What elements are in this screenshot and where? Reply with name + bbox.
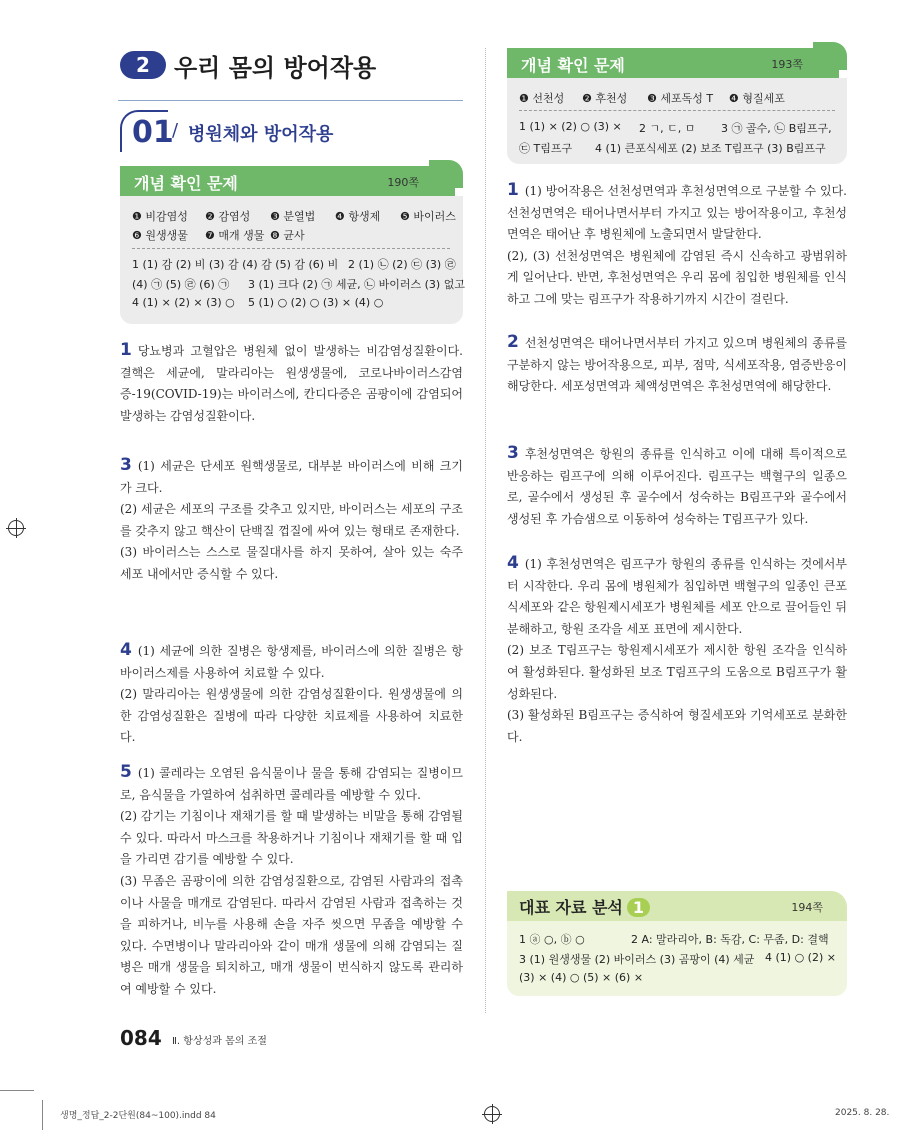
left-box-page: 190쪽 [387, 176, 419, 189]
keyword: ❸ 분열법 [270, 210, 316, 223]
right-box-header [507, 48, 839, 78]
answer-line: 2 A: 말라리아, B: 독감, C: 무좀, D: 결핵 [631, 933, 829, 946]
section-number: 2 [120, 51, 166, 79]
rep-box-title [519, 895, 650, 918]
crop-mark [42, 1100, 43, 1130]
explanation-text: (1) 방어작용은 선천성면역과 후천성면역으로 구분할 수 있다. 선천성면역은 태어나면서부터 가지고 있는 방어작용이고, 후천성면역은 태어난 후 병원체에 노출되면서 발달한다. [507, 184, 847, 242]
explanation-text: (3) 바이러스는 스스로 물질대사를 하지 못하여, 살아 있는 숙주 세포 내에서만 증식할 수 있다. [120, 545, 463, 581]
explanation-r1 [507, 180, 847, 311]
rep-box-header [507, 891, 847, 921]
question-number: 1 [507, 180, 519, 200]
explanation-r4 [507, 553, 847, 748]
answer-line: (3) × (4) ○ (5) × (6) × [519, 971, 644, 984]
crop-mark [0, 1090, 34, 1091]
explanation-text: (3) 무좀은 곰팡이에 의한 감염성질환으로, 감염된 사람과의 접촉이나 사물을 매개로 감염된다. 따라서 감염된 사람과 접촉하는 것을 피하거나, 비누를 사용해 손을 자주 씻으면 무좀을 예방할 수 있다. 수면병이나 말라리아와 같이 매개 생물에 의해 감염되는 질병은 매개 생물을 퇴치하고, 매개 생물이 번식하지 않도록 관리하여 예방할 수 있다. [120, 873, 463, 996]
question-number: 4 [120, 640, 132, 660]
section-title: 우리 몸의 방어작용 [174, 54, 377, 82]
keyword: ❺ 바이러스 [400, 210, 456, 223]
section-heading [120, 48, 465, 88]
explanation-text: (1) 세균에 의한 질병은 항생제를, 바이러스에 의한 질병은 항바이러스제를 사용하여 치료할 수 있다. [120, 644, 463, 680]
explanation-text: (2) 감기는 기침이나 재채기를 할 때 발생하는 비말을 통해 감염될 수 있다. 따라서 마스크를 착용하거나 기침이나 재채기를 할 때 입을 가리면 감기를 예방할 수 있다. [120, 809, 463, 867]
keyword: ❹ 형질세포 [729, 92, 785, 105]
rep-box [507, 921, 847, 996]
explanation-r2 [507, 332, 847, 398]
explanation-4 [120, 640, 463, 749]
explanation-text: (2), (3) 선천성면역은 병원체에 감염된 즉시 신속하고 광범위하게 일어난다. 반면, 후천성면역은 우리 몸에 침입한 병원체를 인식하고 그에 맞는 림프구가 작용하기까지 시간이 걸린다. [507, 248, 847, 306]
answer-line: 1 ⓐ ○, ⓑ ○ [519, 933, 585, 946]
header-tab-shape [813, 42, 847, 70]
header-tab-shape [429, 160, 463, 188]
dashed-divider [519, 110, 835, 111]
registration-mark-bottom [484, 1106, 500, 1122]
explanation-text: (2) 세균은 세포의 구조를 갖추고 있지만, 바이러스는 세포의 구조를 갖추지 않고 핵산이 단백질 껍질에 싸여 있는 형태로 존재한다. [120, 502, 463, 538]
keyword: ❸ 세포독성 T [647, 92, 714, 105]
answer-line: 3 (1) 원생생물 (2) 바이러스 (3) 곰팡이 (4) 세균 [519, 953, 755, 966]
subsection-slash: / [172, 120, 179, 141]
explanation-3 [120, 455, 463, 586]
question-number: 4 [507, 553, 519, 573]
keyword: ❷ 후천성 [582, 92, 628, 105]
answer-line: 3 (1) 크다 (2) ㉠ 세균, ㉡ 바이러스 (3) 없고 [248, 278, 465, 291]
explanation-text: (1) 세균은 단세포 원핵생물로, 대부분 바이러스에 비해 크기가 크다. [120, 459, 463, 495]
answer-line: 2 (1) ㉡ (2) ㉢ (3) ㉣ [348, 258, 456, 271]
question-number: 3 [507, 443, 519, 463]
subsection-number: 01 [120, 110, 168, 152]
question-number: 2 [507, 332, 519, 352]
question-number: 3 [120, 455, 132, 475]
subsection-heading [120, 110, 465, 158]
explanation-text: (1) 콜레라는 오염된 음식물이나 물을 통해 감염되는 질병이므로, 음식물을 가열하여 섭취하면 콜레라를 예방할 수 있다. [120, 766, 463, 802]
answer-line: 4 (1) 큰포식세포 (2) 보조 T림프구 (3) B림프구 [595, 142, 826, 155]
keyword: ❽ 균사 [270, 229, 305, 242]
answer-line: 1 (1) × (2) ○ (3) × [519, 120, 622, 133]
keyword: ❷ 감염성 [205, 210, 251, 223]
explanation-text: (1) 후천성면역은 림프구가 항원의 종류를 인식하는 것에서부터 시작한다. 우리 몸에 병원체가 침입하면 백혈구의 일종인 큰포식세포와 같은 항원제시세포가 병원체를 세포 안으로 끌어들인 뒤 분해하고, 항원 조각을 세포 표면에 제시한다. [507, 557, 847, 636]
keyword: ❶ 비감염성 [132, 210, 188, 223]
print-date: 2025. 8. 28. [835, 1108, 890, 1118]
right-box-page: 193쪽 [771, 58, 803, 71]
explanation-text: 당뇨병과 고혈압은 병원체 없이 발생하는 비감염성질환이다. 결핵은 세균에, 말라리아는 원생생물에, 코로나바이러스감염증-19(COVID-19)는 바이러스에, 칸디다증은 곰팡이에 감염되어 발생하는 감염성질환이다. [120, 344, 463, 423]
keyword: ❹ 항생제 [335, 210, 381, 223]
explanation-text: 후천성면역은 항원의 종류를 인식하고 이에 대해 특이적으로 반응하는 림프구에 의해 이루어진다. 림프구는 백혈구의 일종으로, 골수에서 생성된 후 골수에서 성숙하는 B림프구와 골수에서 생성된 후 가슴샘으로 이동하여 성숙하는 T림프구가 있다. [507, 447, 847, 526]
explanation-text: (3) 활성화된 B림프구는 증식하여 형질세포와 기억세포로 분화한다. [507, 708, 847, 744]
answer-line: 4 (1) ○ (2) × [765, 951, 836, 964]
keyword: ❼ 매개 생물 [205, 229, 265, 242]
answer-line: (4) ㉠ (5) ㉣ (6) ㉠ [132, 278, 230, 291]
explanation-text: (2) 말라리아는 원생생물에 의한 감염성질환이다. 원생생물에 의한 감염성질환은 질병에 따라 다양한 치료제를 사용하여 치료한다. [120, 687, 463, 745]
column-divider [485, 48, 486, 1013]
print-file-info: 생명_정답_2-2단원(84~100).indd 84 [60, 1111, 216, 1121]
question-number: 1 [120, 340, 132, 360]
answer-line: 3 ㉠ 골수, ㉡ B림프구, [721, 122, 832, 135]
answer-line: 5 (1) ○ (2) ○ (3) × (4) ○ [248, 296, 384, 309]
answer-line: 2 ㄱ, ㄷ, ㅁ [639, 122, 696, 135]
keyword: ❶ 선천성 [519, 92, 565, 105]
explanation-r3 [507, 443, 847, 530]
answer-line: ㉢ T림프구 [519, 142, 573, 155]
registration-mark-left [8, 520, 24, 536]
chapter-title: Ⅱ. 항상성과 몸의 조절 [172, 1036, 267, 1047]
section-rule [118, 100, 463, 101]
page-number: 084 [120, 1026, 162, 1050]
right-concept-box [507, 78, 847, 164]
subsection-title: 병원체와 방어작용 [188, 124, 334, 145]
rep-box-number: 1 [627, 898, 650, 917]
left-box-title: 개념 확인 문제 [134, 174, 238, 193]
explanation-1 [120, 340, 463, 427]
right-box-title: 개념 확인 문제 [521, 56, 625, 75]
left-concept-box [120, 196, 463, 324]
explanation-5 [120, 762, 463, 1001]
answer-line: 1 (1) 감 (2) 비 (3) 감 (4) 감 (5) 감 (6) 비 [132, 258, 339, 271]
keyword: ❻ 원생생물 [132, 229, 188, 242]
explanation-text: 선천성면역은 태어나면서부터 가지고 있으며 병원체의 종류를 구분하지 않는 방어작용으로, 피부, 점막, 식세포작용, 염증반응이 해당한다. 세포성면역과 체액성면역은 후천성면역에 해당한다. [507, 336, 847, 394]
explanation-text: (2) 보조 T림프구는 항원제시세포가 제시한 항원 조각을 인식하여 활성화된다. 활성화된 보조 T림프구의 도움으로 B림프구가 활성화된다. [507, 643, 847, 701]
question-number: 5 [120, 762, 132, 782]
left-box-header [120, 166, 455, 196]
rep-box-page: 194쪽 [791, 901, 823, 914]
dashed-divider [132, 248, 450, 249]
answer-line: 4 (1) × (2) × (3) ○ [132, 296, 235, 309]
rep-box-title-text: 대표 자료 분석 [519, 898, 623, 917]
